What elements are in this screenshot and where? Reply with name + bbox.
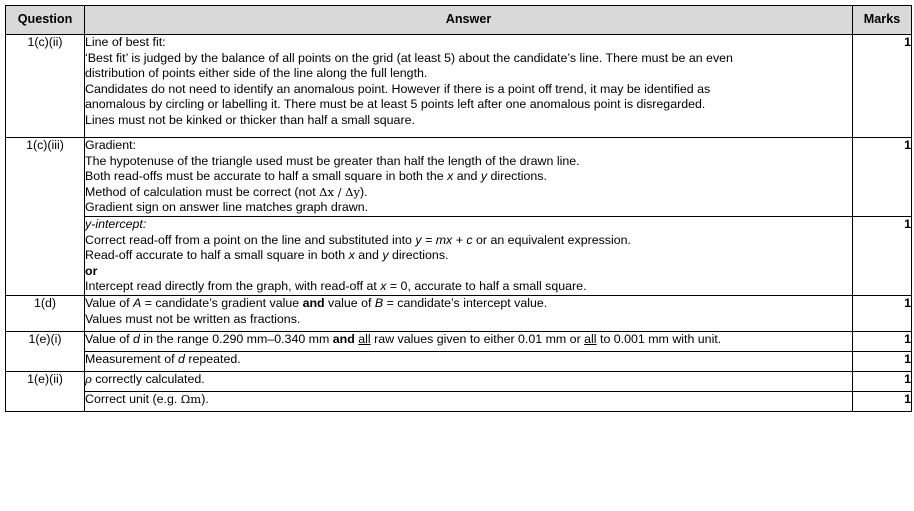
marks-value: 1 (853, 371, 912, 391)
answer-line: The hypotenuse of the triangle used must be greater than half the length of the drawn line. (85, 153, 580, 168)
table-row (6, 331, 912, 351)
answer-line: Intercept read directly from the graph, with read-off at x = 0, accurate to half a small square. (85, 279, 587, 294)
answer-line: Correct read-off from a point on the line and substituted into y = mx + c or an equivalent expression. (85, 232, 631, 247)
table-row (6, 351, 912, 371)
answer-line: Correct unit (e.g. Ωm). (85, 391, 209, 406)
marks-value: 1 (853, 351, 912, 371)
answer-cell (85, 331, 853, 351)
answer-cell (85, 391, 853, 411)
answer-line: anomalous by circling or labelling it. There must be at least 5 points left after one anomalous point is disregarded. (85, 97, 706, 112)
table-row (6, 216, 912, 295)
question-number: 1(d) (6, 295, 85, 331)
marks-value: 1 (853, 391, 912, 411)
answer-line: Both read-offs must be accurate to half a small square in both the x and y directions. (85, 169, 547, 184)
table-row (6, 138, 912, 217)
marks-value: 1 (853, 295, 912, 331)
question-header: Question (6, 6, 85, 35)
answer-cell (85, 295, 853, 331)
question-number: 1(e)(ii) (6, 371, 85, 411)
answer-cell (85, 351, 853, 371)
question-number: 1(c)(ii) (6, 35, 85, 138)
answer-line: Value of A = candidate’s gradient value and value of B = candidate’s intercept value. (85, 295, 548, 310)
marks-value: 1 (853, 331, 912, 351)
answer-line: y-intercept: (85, 216, 147, 231)
answer-line: Method of calculation must be correct (not Δx / Δy). (85, 184, 368, 199)
answer-line: Gradient: (85, 138, 136, 152)
table-row (6, 295, 912, 331)
answer-line: ‘Best fit’ is judged by the balance of all points on the grid (at least 5) about the candidate’s line. There must be an even (85, 50, 733, 65)
header-row (6, 6, 912, 35)
answer-header: Answer (85, 6, 853, 35)
question-number: 1(e)(i) (6, 331, 85, 371)
answer-line: Line of best fit: (85, 35, 166, 49)
mark-scheme-table (5, 5, 912, 412)
question-number: 1(c)(iii) (6, 138, 85, 296)
answer-line: Value of d in the range 0.290 mm–0.340 mm and all raw values given to either 0.01 mm or all to 0.001 mm with unit. (85, 331, 722, 346)
answer-line: or (85, 263, 98, 278)
answer-line: ρ correctly calculated. (85, 371, 205, 386)
answer-cell (85, 138, 853, 217)
answer-line: Candidates do not need to identify an anomalous point. However if there is a point off trend, it may be identified as (85, 81, 711, 96)
answer-cell (85, 35, 853, 138)
answer-line: Measurement of d repeated. (85, 351, 241, 366)
marks-header: Marks (853, 6, 912, 35)
answer-line: Values must not be written as fractions. (85, 311, 301, 326)
answer-line: Gradient sign on answer line matches graph drawn. (85, 200, 369, 215)
answer-cell (85, 216, 853, 295)
answer-line: Read-off accurate to half a small square in both x and y directions. (85, 248, 449, 263)
marks-value: 1 (853, 216, 912, 295)
table-row (6, 371, 912, 391)
marks-value: 1 (853, 138, 912, 217)
table-row (6, 391, 912, 411)
marks-value: 1 (853, 35, 912, 138)
answer-cell (85, 371, 853, 391)
answer-line: Lines must not be kinked or thicker than half a small square. (85, 112, 415, 127)
answer-line: distribution of points either side of the line along the full length. (85, 66, 428, 81)
table-row (6, 35, 912, 138)
